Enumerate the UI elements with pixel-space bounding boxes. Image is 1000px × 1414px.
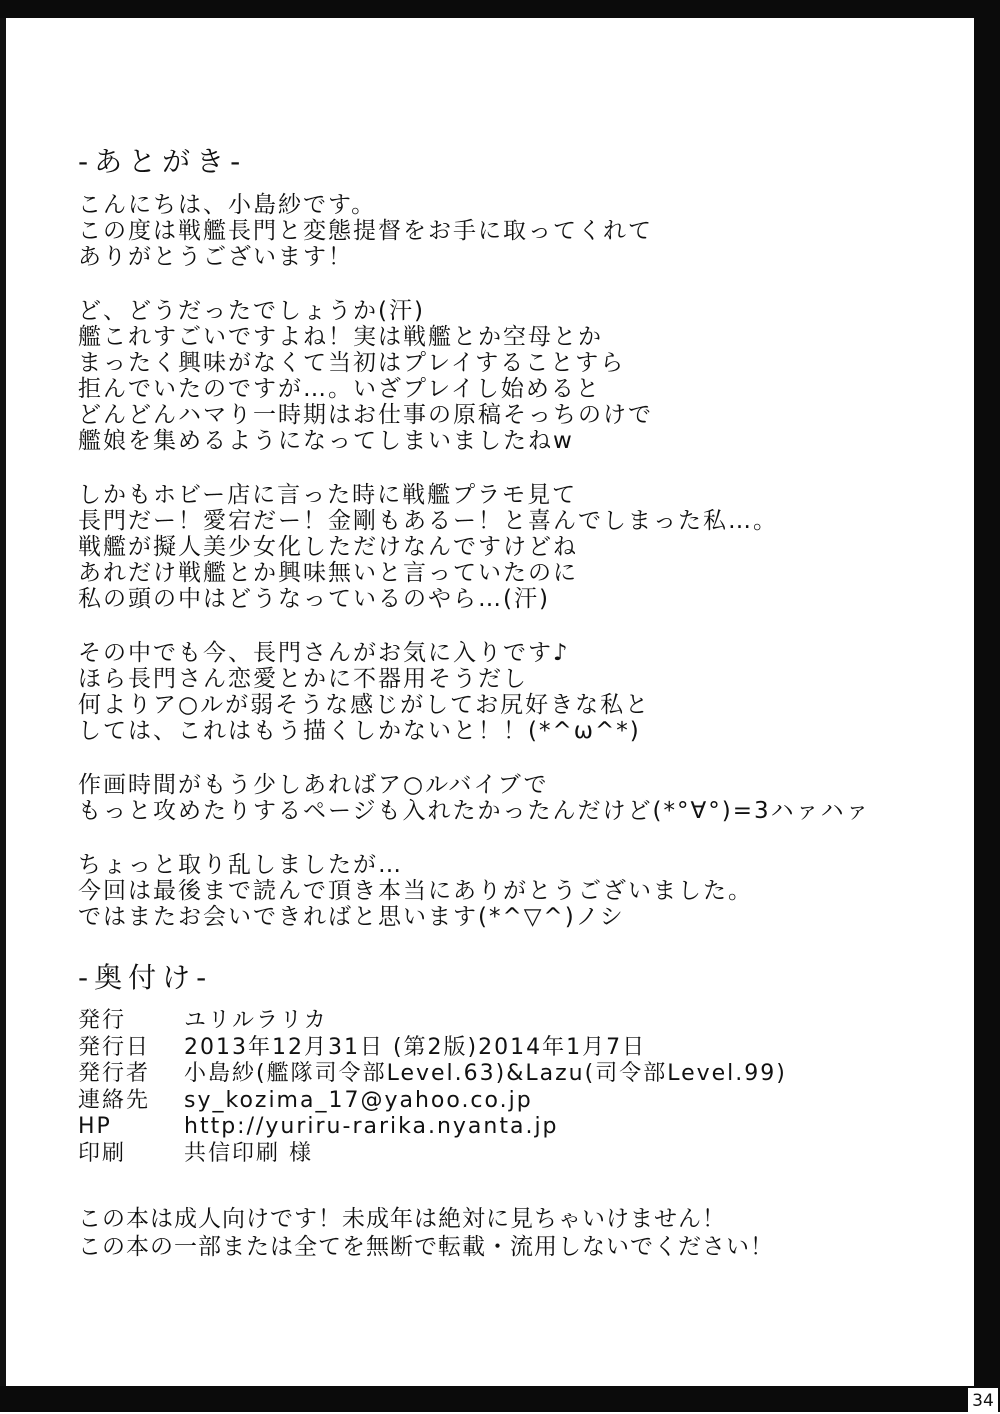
colophon-label: 発行者 [78,1061,151,1086]
colophon-row [78,1035,918,1062]
warnings [78,1205,918,1261]
page-border-top [0,0,1000,18]
text-line: 今回は最後まで読んで頂き本当にありがとうございました。 [78,878,753,904]
colophon-value: 共信印刷 様 [184,1140,313,1166]
contact-email: sy_kozima_17@yahoo.co.jp [184,1087,533,1113]
text-line: 艦これすごいですよね！実は戦艦とか空母とか [78,324,603,350]
text-line: あれだけ戦艦とか興味無いと言っていたのに [78,560,578,586]
text-line: 戦艦が擬人美少女化しただけなんですけどね [78,534,578,560]
afterword-paragraph [78,772,918,824]
text-line: 何よりア○ルが弱そうな感じがしてお尻好きな私と [78,692,651,718]
text-line: 私の頭の中はどうなっているのやら…(汗) [78,586,550,612]
text-line: この度は戦艦長門と変態提督をお手に取ってくれて [78,218,653,244]
text-line: その中でも今、長門さんがお気に入りです♪ [78,640,570,666]
colophon-row [78,1141,918,1168]
page-border-bottom [0,1386,1000,1412]
adult-warning: この本は成人向けです！未成年は絶対に見ちゃいけません！ [78,1206,726,1232]
colophon-row [78,1008,918,1035]
text-line: ちょっと取り乱しましたが… [78,852,403,878]
text-line: しかもホビー店に言った時に戦艦プラモ見て [78,482,578,508]
colophon-row [78,1061,918,1088]
page-edge-left [0,0,6,1412]
colophon-label: HP [78,1114,112,1139]
colophon-value: 2013年12月31日 (第2版)2014年1月7日 [184,1034,647,1060]
text-line: しては、これはもう描くしかないと！！(*^ω^*) [78,718,641,744]
text-line: こんにちは、小島紗です。 [78,192,377,218]
text-line: ではまたお会いできればと思います(*^▽^)ノシ [78,904,625,930]
text-line: まったく興味がなくて当初はプレイすることすら [78,350,626,376]
page-content [78,142,918,1261]
text-line: どんどんハマり一時期はお仕事の原稿そっちのけで [78,402,653,428]
afterword-paragraph [78,482,918,612]
text-line: ど、どうだったでしょうか(汗) [78,298,425,324]
copyright-warning: この本の一部または全てを無断で転載・流用しないでください！ [78,1234,774,1260]
homepage-url: http://yuriru-rarika.nyanta.jp [184,1114,559,1139]
text-line: もっと攻めたりするページも入れたかったんだけど(*°∀°)=3ハァハァ [78,798,871,824]
colophon-label: 発行日 [78,1034,151,1060]
text-line: 艦娘を集めるようになってしまいましたねw [78,428,574,454]
page-number: 34 [968,1388,998,1414]
colophon-label: 発行 [78,1008,127,1033]
afterword-title: -あとがき- [78,145,247,178]
colophon-label: 印刷 [78,1140,127,1166]
colophon-title: -奥付け- [78,961,213,994]
afterword-paragraph [78,640,918,744]
text-line: 拒んでいたのですが…。いざプレイし始めると [78,376,601,402]
colophon-row [78,1088,918,1115]
text-line: ほら長門さん恋愛とかに不器用そうだし [78,666,528,692]
colophon-label: 連絡先 [78,1087,151,1113]
afterword-paragraph [78,192,918,270]
colophon-value: 小島紗(艦隊司令部Level.63)&Lazu(司令部Level.99) [184,1061,787,1086]
colophon-row [78,1114,918,1141]
text-line: 作画時間がもう少しあればア○ルバイブで [78,772,549,798]
colophon-table [78,1008,918,1167]
colophon-value: ユリルラリカ [184,1008,328,1033]
afterword-paragraph [78,298,918,454]
text-line: 長門だー！愛宕だー！金剛もあるー！と喜んでしまった私…。 [78,508,778,534]
afterword-paragraph [78,852,918,930]
text-line: ありがとうございます！ [78,244,353,270]
page-border-right [974,0,1000,1412]
